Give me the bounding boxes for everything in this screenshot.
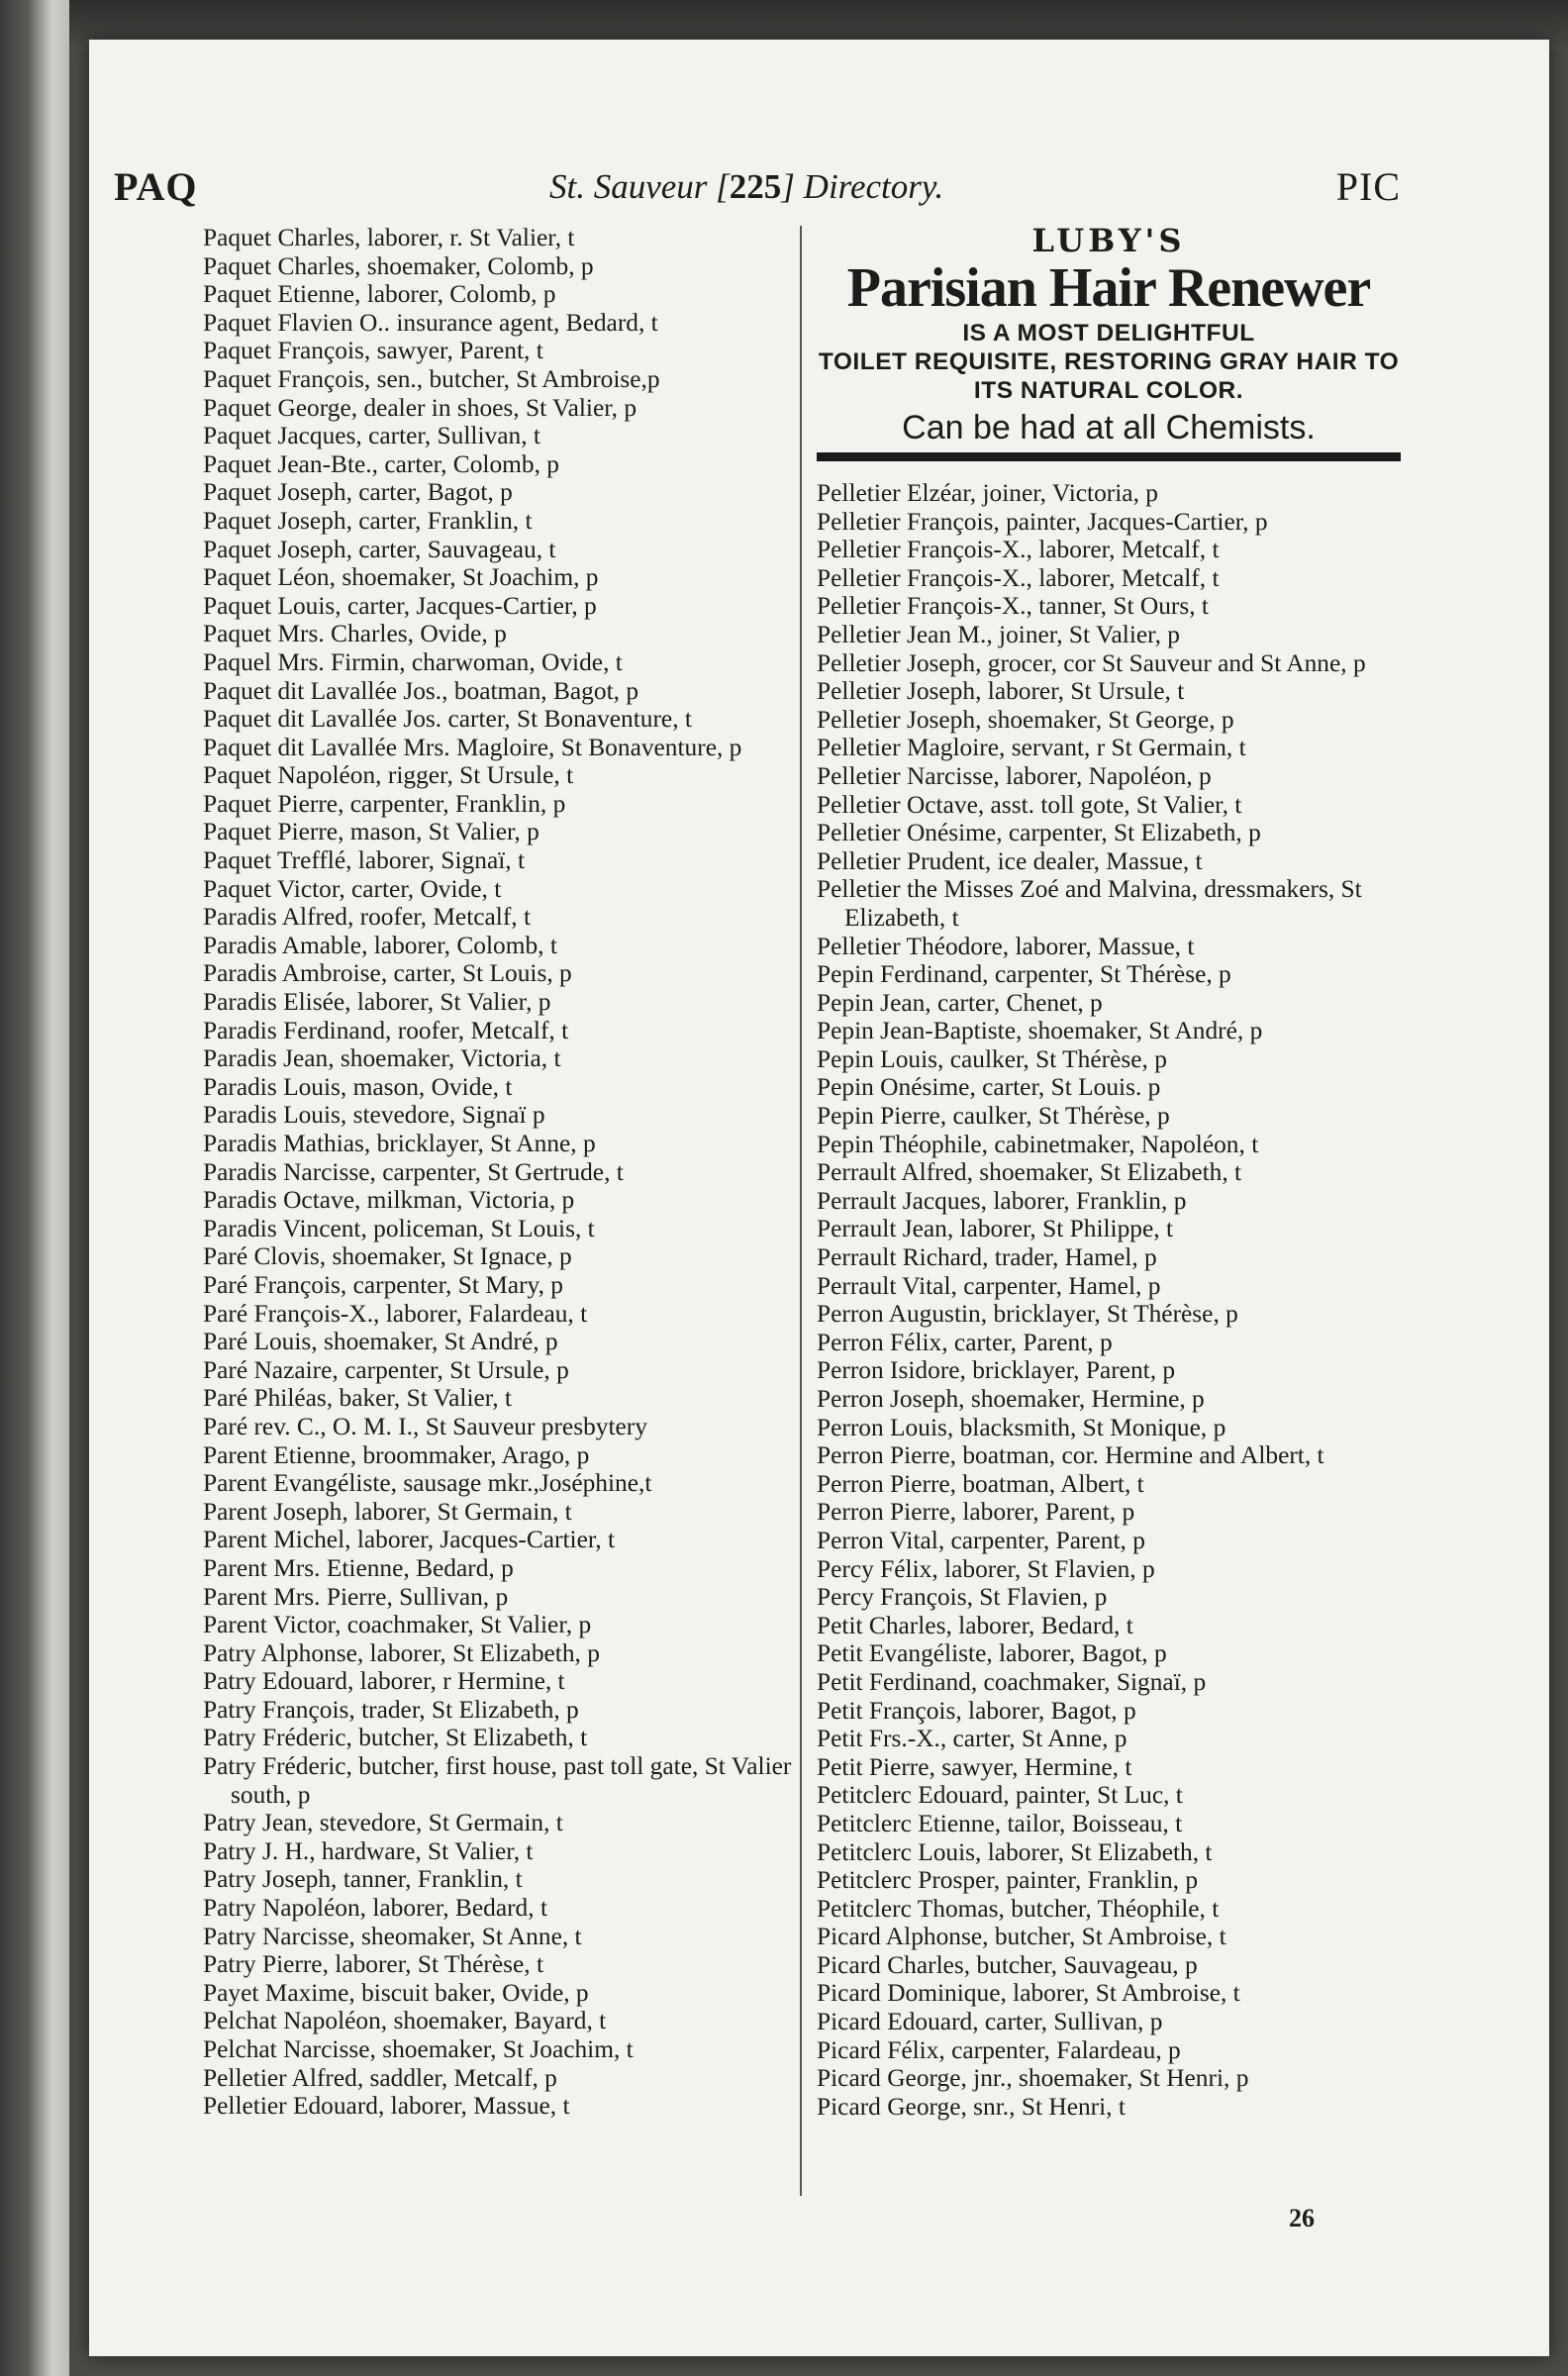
directory-entry: Perron Augustin, bricklayer, St Thérèse, p	[817, 1300, 1238, 1329]
directory-entry: Paquet dit Lavallée Mrs. Magloire, St Bonaventure, p	[203, 733, 742, 761]
directory-entry: Paquet Charles, laborer, r. St Valier, t	[203, 224, 575, 251]
directory-entry: Paquel Mrs. Firmin, charwoman, Ovide, t	[203, 647, 623, 676]
directory-entry: Paquet François, sen., butcher, St Ambroise,p	[203, 364, 660, 393]
directory-entry: Paré Clovis, shoemaker, St Ignace, p	[203, 1242, 572, 1271]
directory-entry: Paquet Flavien O.. insurance agent, Bedard, t	[203, 308, 658, 337]
directory-entry: Paradis Ferdinand, roofer, Metcalf, t	[203, 1016, 569, 1044]
directory-entry: Patry Pierre, laborer, St Thérèse, t	[203, 1950, 544, 1979]
ad-line-1: IS A MOST DELIGHTFUL	[962, 320, 1255, 346]
directory-entry: Paré François-X., laborer, Falardeau, t	[203, 1299, 588, 1328]
directory-entry: Parent Michel, laborer, Jacques-Cartier, t	[203, 1526, 616, 1554]
directory-entry: Paquet dit Lavallée Jos., boatman, Bagot, p	[203, 676, 639, 705]
header-right-guide: PIC	[1335, 164, 1401, 209]
directory-entry: Perron Isidore, bricklayer, Parent, p	[817, 1356, 1176, 1385]
directory-entry: Paquet Pierre, carpenter, Franklin, p	[203, 789, 566, 818]
directory-entry: Paquet Victor, carter, Ovide, t	[203, 874, 502, 903]
directory-entry: Percy François, St Flavien, p	[817, 1583, 1108, 1612]
directory-entry: Paradis Louis, stevedore, Signaï p	[203, 1101, 545, 1130]
directory-entry: Perron Félix, carter, Parent, p	[817, 1328, 1113, 1356]
directory-entry: Picard George, snr., St Henri, t	[817, 2092, 1126, 2121]
directory-entry: Pelletier Narcisse, laborer, Napoléon, p	[817, 761, 1212, 790]
advertisement	[817, 224, 1401, 479]
directory-entry: Parent Joseph, laborer, St Germain, t	[203, 1497, 572, 1526]
directory-entry: Pelletier Octave, asst. toll gote, St Valier, t	[817, 790, 1242, 819]
directory-entry: Paradis Amable, laborer, Colomb, t	[203, 931, 557, 959]
directory-entry: Paquet Etienne, laborer, Colomb, p	[203, 280, 556, 309]
directory-entry: Petit Ferdinand, coachmaker, Signaï, p	[817, 1667, 1207, 1696]
directory-entry: Perron Pierre, boatman, Albert, t	[817, 1469, 1144, 1498]
directory-entry: Paradis Vincent, policeman, St Louis, t	[203, 1214, 595, 1242]
directory-entry: Pelletier the Misses Zoé and Malvina, dressmakers, St Elizabeth, t	[817, 875, 1362, 932]
directory-entry: Perrault Richard, trader, Hamel, p	[817, 1243, 1157, 1272]
header-left-guide: PAQ	[114, 164, 198, 209]
header-title-post: ] Directory.	[781, 167, 944, 206]
directory-entry: Paquet dit Lavallée Jos. carter, St Bonaventure, t	[203, 705, 692, 734]
directory-entry: Paquet Trefflé, laborer, Signaï, t	[203, 846, 526, 875]
directory-entry: Paradis Mathias, bricklayer, St Anne, p	[203, 1130, 596, 1157]
directory-entry: Pelchat Narcisse, shoemaker, St Joachim, t	[203, 2035, 634, 2063]
directory-entry: Pepin Louis, caulker, St Thérèse, p	[817, 1044, 1167, 1073]
directory-entry: Paradis Louis, mason, Ovide, t	[203, 1072, 513, 1101]
directory-entry: Paquet Pierre, mason, St Valier, p	[203, 818, 539, 846]
directory-entry: Perron Vital, carpenter, Parent, p	[817, 1526, 1145, 1554]
directory-entry: Petitclerc Etienne, tailor, Boisseau, t	[817, 1809, 1183, 1837]
directory-entry: Patry Fréderic, butcher, St Elizabeth, t	[203, 1724, 588, 1752]
directory-entry: Pelletier François-X., tanner, St Ours, t	[817, 592, 1209, 621]
directory-entry: Paquet Joseph, carter, Sauvageau, t	[203, 535, 556, 563]
directory-entry: Patry François, trader, St Elizabeth, p	[203, 1695, 579, 1724]
header-title-pre: St. Sauveur [	[549, 167, 730, 206]
directory-entry: Percy Félix, laborer, St Flavien, p	[817, 1554, 1155, 1583]
directory-entry: Pepin Jean, carter, Chenet, p	[817, 988, 1103, 1017]
directory-entry: Pelletier Joseph, grocer, cor St Sauveur and St Anne, p	[817, 648, 1366, 677]
directory-entry: Paquet Léon, shoemaker, St Joachim, p	[203, 563, 599, 592]
directory-entry: Perrault Jacques, laborer, Franklin, p	[817, 1186, 1187, 1215]
directory-entry: Paré Nazaire, carpenter, St Ursule, p	[203, 1355, 569, 1384]
directory-entry: Petit Charles, laborer, Bedard, t	[817, 1611, 1133, 1639]
directory-entry: Picard Edouard, carter, Sullivan, p	[817, 2008, 1163, 2036]
directory-entry: Parent Mrs. Etienne, Bedard, p	[203, 1553, 514, 1582]
left-column	[203, 224, 807, 2121]
directory-entry: Paré Philéas, baker, St Valier, t	[203, 1384, 512, 1413]
directory-entry: Patry Narcisse, sheomaker, St Anne, t	[203, 1922, 582, 1950]
directory-entry: Pelletier Edouard, laborer, Massue, t	[203, 2092, 570, 2121]
running-head	[114, 163, 1401, 213]
directory-entry: Perron Pierre, laborer, Parent, p	[817, 1498, 1135, 1527]
page-number: 26	[1289, 2204, 1315, 2232]
directory-entry: Pelletier Alfred, saddler, Metcalf, p	[203, 2063, 557, 2092]
right-column-entries	[817, 479, 1401, 2121]
ad-line-2: TOILET REQUISITE, RESTORING GRAY HAIR TO	[818, 348, 1400, 375]
directory-entry: Parent Evangéliste, sausage mkr.,Joséphine,t	[203, 1469, 652, 1498]
directory-entry: Parent Mrs. Pierre, Sullivan, p	[203, 1582, 509, 1611]
directory-entry: Perron Louis, blacksmith, St Monique, p	[817, 1413, 1226, 1441]
directory-entry: Patry Edouard, laborer, r Hermine, t	[203, 1667, 565, 1696]
directory-entry: Paradis Jean, shoemaker, Victoria, t	[203, 1044, 561, 1073]
directory-entry: Paré François, carpenter, St Mary, p	[203, 1270, 563, 1299]
directory-entry: Pelletier Elzéar, joiner, Victoria, p	[817, 479, 1158, 507]
directory-entry: Pelletier François, painter, Jacques-Cartier, p	[817, 507, 1268, 536]
directory-entry: Picard Charles, butcher, Sauvageau, p	[817, 1950, 1198, 1979]
directory-entry: Petitclerc Thomas, butcher, Théophile, t	[817, 1894, 1220, 1923]
directory-entry: Paré Louis, shoemaker, St André, p	[203, 1328, 558, 1356]
directory-entry: Pepin Pierre, caulker, St Thérèse, p	[817, 1102, 1170, 1131]
directory-entry: Pelletier Onésime, carpenter, St Elizabeth, p	[817, 819, 1261, 847]
directory-entry: Perron Joseph, shoemaker, Hermine, p	[817, 1385, 1205, 1413]
directory-entry: Paquet Napoléon, rigger, St Ursule, t	[203, 761, 574, 790]
directory-entry: Patry Joseph, tanner, Franklin, t	[203, 1865, 523, 1894]
ad-brand: LUBY'S	[1031, 222, 1186, 259]
directory-entry: Petitclerc Prosper, painter, Franklin, p	[817, 1866, 1199, 1895]
directory-entry: Pelletier Théodore, laborer, Massue, t	[817, 932, 1195, 960]
directory-entry: Picard Alphonse, butcher, St Ambroise, t	[817, 1923, 1226, 1951]
directory-entry: Paré rev. C., O. M. I., St Sauveur presbytery	[203, 1412, 647, 1440]
scan-background-left	[0, 0, 69, 2376]
directory-entry: Paquet Louis, carter, Jacques-Cartier, p	[203, 591, 597, 620]
directory-entry: Picard George, jnr., shoemaker, St Henri, p	[817, 2064, 1249, 2093]
directory-entry: Pelletier Joseph, laborer, St Ursule, t	[817, 677, 1185, 706]
directory-entry: Pelletier Joseph, shoemaker, St George, p	[817, 705, 1234, 734]
directory-entry: Petitclerc Edouard, painter, St Luc, t	[817, 1781, 1183, 1810]
directory-entry: Pelletier Jean M., joiner, St Valier, p	[817, 620, 1180, 648]
directory-entry: Perrault Vital, carpenter, Hamel, p	[817, 1271, 1161, 1300]
directory-entry: Paquet Joseph, carter, Franklin, t	[203, 506, 533, 535]
directory-entry: Patry Jean, stevedore, St Germain, t	[203, 1809, 563, 1837]
ad-call-to-action: Can be had at all Chemists.	[902, 409, 1316, 446]
directory-entry: Petit François, laborer, Bagot, p	[817, 1696, 1136, 1725]
directory-entry: Pepin Ferdinand, carpenter, St Thérèse, p	[817, 960, 1231, 989]
directory-entry: Paradis Narcisse, carpenter, St Gertrude, t	[203, 1157, 624, 1186]
directory-entry: Petitclerc Louis, laborer, St Elizabeth, t	[817, 1837, 1213, 1866]
directory-entry: Paquet Jacques, carter, Sullivan, t	[203, 422, 540, 450]
directory-entry: Paquet Joseph, carter, Bagot, p	[203, 478, 513, 507]
right-column	[817, 224, 1401, 2121]
ad-rule	[817, 452, 1401, 461]
directory-entry: Parent Victor, coachmaker, St Valier, p	[203, 1611, 592, 1639]
header-title	[549, 167, 943, 207]
directory-entry: Pelletier François-X., laborer, Metcalf, t	[817, 536, 1220, 564]
directory-entry: Picard Félix, carpenter, Falardeau, p	[817, 2035, 1181, 2064]
directory-entry: Petit Frs.-X., carter, St Anne, p	[817, 1725, 1127, 1753]
directory-entry: Patry Napoléon, laborer, Bedard, t	[203, 1894, 547, 1923]
directory-entry: Pelchat Napoléon, shoemaker, Bayard, t	[203, 2007, 607, 2035]
directory-entry: Pelletier François-X., laborer, Metcalf, t	[817, 563, 1220, 592]
directory-entry: Paquet François, sawyer, Parent, t	[203, 337, 543, 365]
directory-entry: Paradis Elisée, laborer, St Valier, p	[203, 988, 551, 1017]
directory-entry: Perron Pierre, boatman, cor. Hermine and Albert, t	[817, 1441, 1324, 1470]
directory-entry: Payet Maxime, biscuit baker, Ovide, p	[203, 1978, 589, 2007]
directory-entry: Pelletier Magloire, servant, r St Germain, t	[817, 734, 1246, 762]
directory-entry: Patry Alphonse, laborer, St Elizabeth, p	[203, 1638, 600, 1667]
header-page-number: 225	[729, 167, 782, 206]
directory-entry: Perrault Alfred, shoemaker, St Elizabeth, t	[817, 1158, 1242, 1187]
directory-entry: Paquet George, dealer in shoes, St Valier, p	[203, 393, 637, 422]
directory-entry: Paquet Charles, shoemaker, Colomb, p	[203, 251, 594, 280]
directory-entry: Paradis Ambroise, carter, St Louis, p	[203, 959, 572, 988]
directory-entry: Patry Fréderic, butcher, first house, past toll gate, St Valier south, p	[203, 1752, 792, 1809]
column-divider	[800, 226, 802, 2196]
directory-entry: Paquet Mrs. Charles, Ovide, p	[203, 620, 507, 648]
directory-entry: Petit Pierre, sawyer, Hermine, t	[817, 1752, 1132, 1781]
directory-entry: Perrault Jean, laborer, St Philippe, t	[817, 1215, 1174, 1243]
ad-title: Parisian Hair Renewer	[846, 257, 1371, 319]
ad-line-3: ITS NATURAL COLOR.	[973, 377, 1244, 404]
directory-entry: Pepin Théophile, cabinetmaker, Napoléon, t	[817, 1130, 1259, 1158]
directory-entry: Patry J. H., hardware, St Valier, t	[203, 1836, 534, 1865]
directory-entry: Picard Dominique, laborer, St Ambroise, t	[817, 1979, 1240, 2008]
directory-entry: Pelletier Prudent, ice dealer, Massue, t	[817, 846, 1203, 875]
directory-entry: Paradis Octave, milkman, Victoria, p	[203, 1186, 575, 1215]
directory-entry: Paquet Jean-Bte., carter, Colomb, p	[203, 449, 559, 478]
directory-entry: Pepin Onésime, carter, St Louis. p	[817, 1073, 1161, 1102]
directory-entry: Parent Etienne, broommaker, Arago, p	[203, 1440, 590, 1469]
directory-entry: Paradis Alfred, roofer, Metcalf, t	[203, 903, 532, 932]
directory-entry: Pepin Jean-Baptiste, shoemaker, St André, p	[817, 1017, 1263, 1045]
directory-entry: Petit Evangéliste, laborer, Bagot, p	[817, 1639, 1167, 1668]
